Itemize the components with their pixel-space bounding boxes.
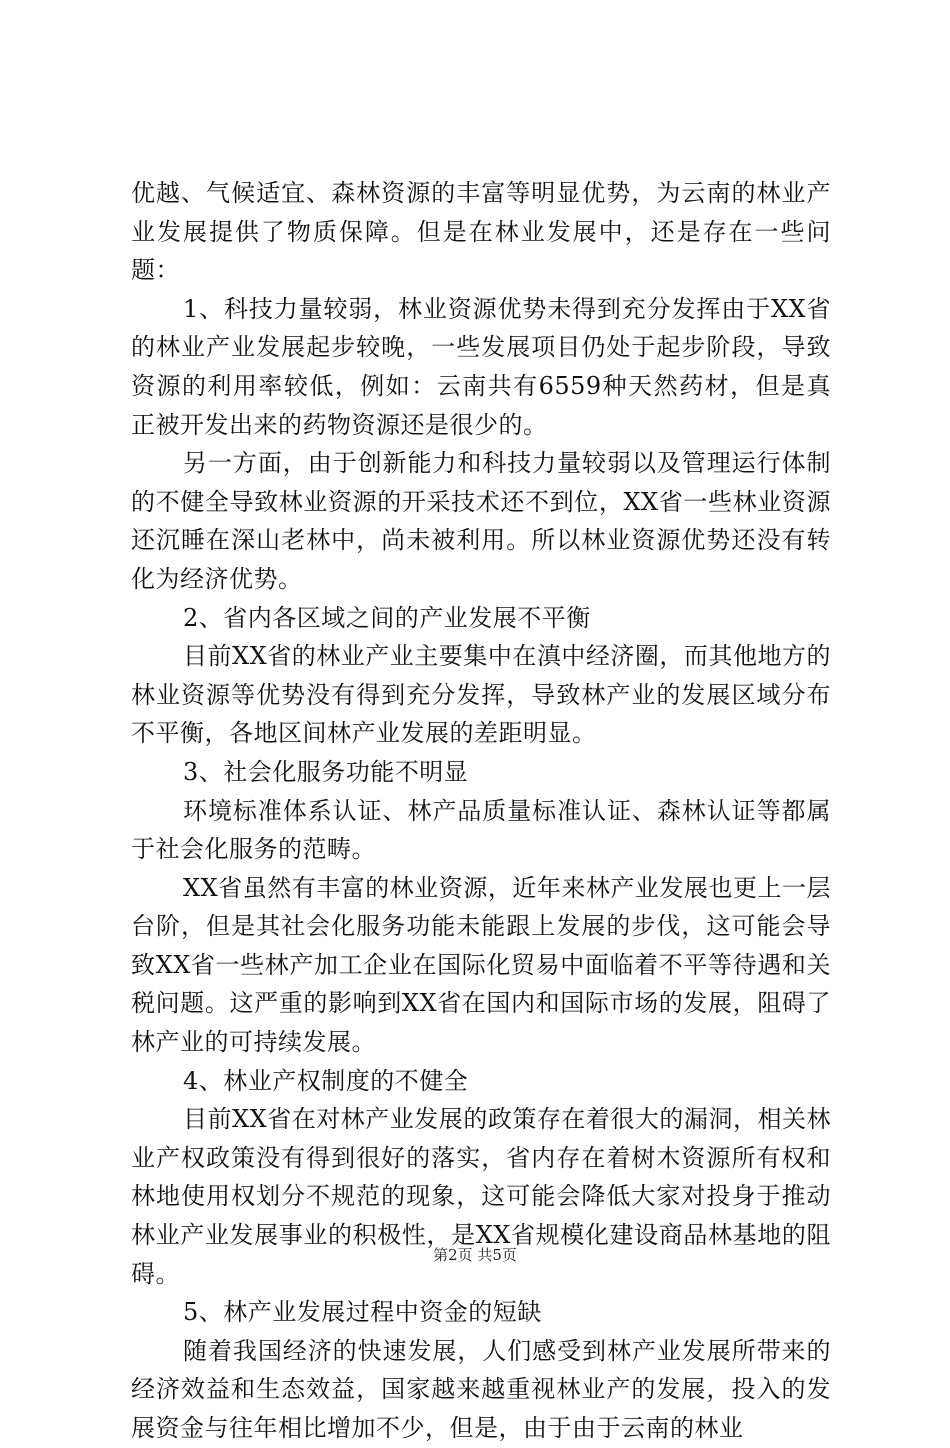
paragraph-point-4: 目前XX省在对林产业发展的政策存在着很大的漏洞，相关林业产权政策没有得到很好的落实，省内存在着树木资源所有权和林地使用权划分不规范的现象，这可能会降低大家对投身于推动林业产业发展事业的积极性，是XX省规模化建设商品林基地的阻碍。	[131, 1105, 831, 1288]
paragraph-point-1: 1、科技力量较弱，林业资源优势未得到充分发挥由于XX省的林业产业发展起步较晚，一些发展项目仍处于起步阶段，导致资源的利用率较低，例如：云南共有6559种天然药材，但是真正被开发出来的药物资源还是很少的。	[131, 294, 831, 439]
paragraph-point-3-b: XX省虽然有丰富的林业资源，近年来林产业发展也更上一层台阶，但是其社会化服务功能未能跟上发展的步伐，这可能会导致XX省一些林产加工企业在国际化贸易中面临着不平等待遇和关税问题。这严重的影响到XX省在国内和国际市场的发展，阻碍了林产业的可持续发展。	[131, 873, 831, 1057]
heading-point-5: 5、林产业发展过程中资金的短缺	[183, 1298, 542, 1327]
paragraph-intro: 优越、气候适宜、森林资源的丰富等明显优势，为云南的林业产业发展提供了物质保障。但是在林业发展中，还是存在一些问题：	[131, 179, 831, 285]
heading-point-4: 4、林业产权制度的不健全	[183, 1066, 469, 1095]
page-footer: 第2页 共5页	[433, 1246, 517, 1264]
paragraph-point-3-a: 环境标准体系认证、林产品质量标准认证、森林认证等都属于社会化服务的范畴。	[131, 796, 831, 864]
paragraph-point-2: 目前XX省的林业产业主要集中在滇中经济圈，而其他地方的林业资源等优势没有得到充分发挥，导致林产业的发展区域分布不平衡，各地区间林产业发展的差距明显。	[131, 642, 831, 748]
paragraph-point-5: 随着我国经济的快速发展，人们感受到林产业发展所带来的经济效益和生态效益，国家越来越重视林业产的发展，投入的发展资金与往年相比增加不少，但是，由于由于云南的林业	[131, 1336, 831, 1442]
heading-point-3: 3、社会化服务功能不明显	[183, 757, 469, 786]
paragraph-point-1-cont: 另一方面，由于创新能力和科技力量较弱以及管理运行体制的不健全导致林业资源的开采技术还不到位，XX省一些林业资源还沉睡在深山老林中，尚未被利用。所以林业资源优势还没有转化为经济优势。	[131, 449, 831, 593]
heading-point-2: 2、省内各区域之间的产业发展不平衡	[183, 603, 591, 632]
